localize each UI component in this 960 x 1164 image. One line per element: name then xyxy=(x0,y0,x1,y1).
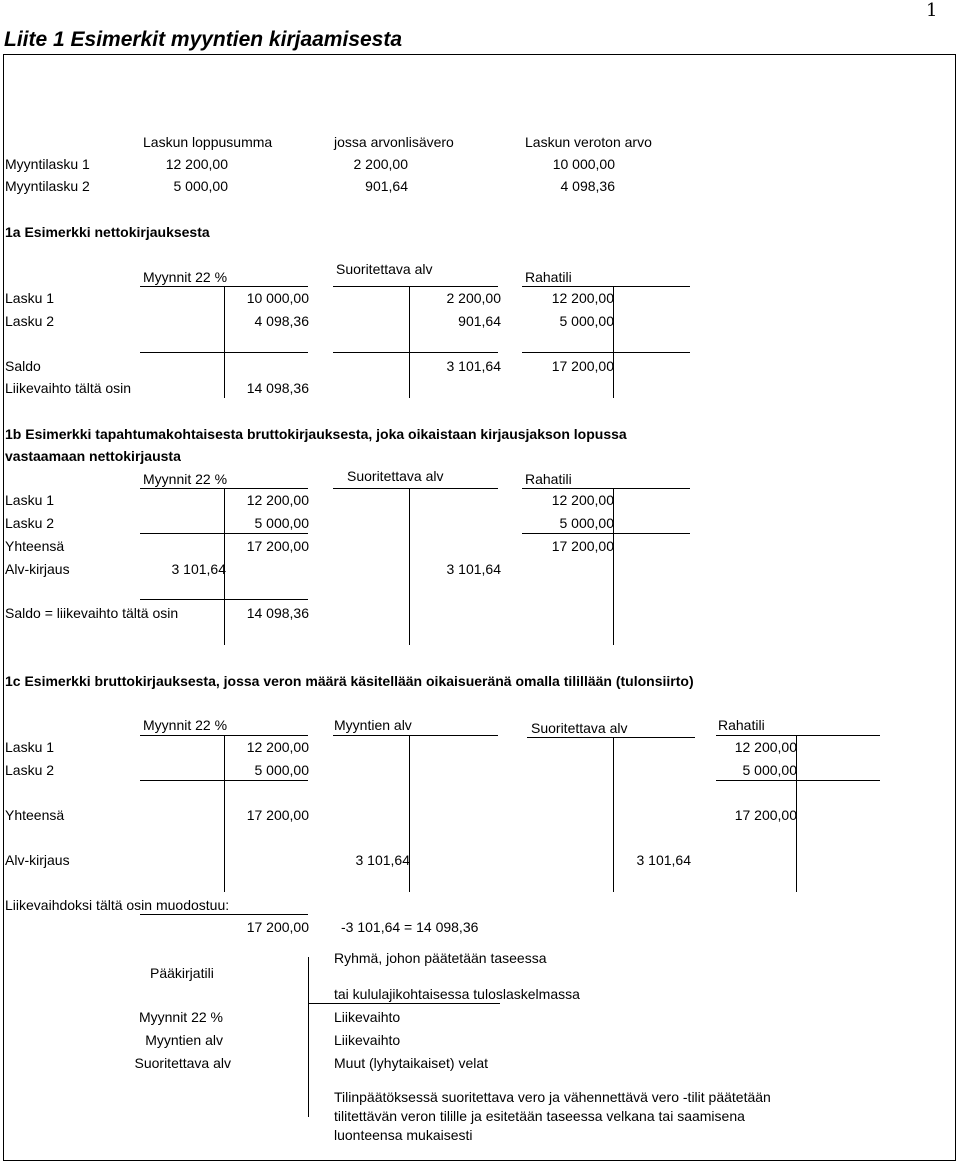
row-label: Saldo = liikevaihto tältä osin xyxy=(5,605,179,621)
row-label: Alv-kirjaus xyxy=(5,561,70,577)
row-label: Lasku 2 xyxy=(5,313,55,329)
mapping-header-group: Ryhmä, johon päätetään taseessa xyxy=(334,950,547,966)
mapping-group: Liikevaihto xyxy=(334,1032,401,1048)
invoice-cell: 12 200,00 xyxy=(165,156,228,172)
t-account-line xyxy=(333,488,498,489)
invoice-cell: 10 000,00 xyxy=(552,156,615,172)
invoice-header-total: Laskun loppusumma xyxy=(143,134,273,150)
t-account-line xyxy=(527,737,695,738)
amount: 17 200,00 xyxy=(734,807,797,823)
sum-line xyxy=(333,352,498,353)
section-heading-1c: 1c Esimerkki bruttokirjauksesta, jossa veron määrä käsitellään oikaisueränä omalla tilillään (tulonsiirto) xyxy=(5,673,694,689)
t-account-line xyxy=(333,286,498,287)
row-label: Yhteensä xyxy=(5,538,65,554)
note-text: luonteensa mukaisesti xyxy=(334,1127,473,1143)
t-account-title: Suoritettava alv xyxy=(347,468,444,484)
amount: 3 101,64 xyxy=(446,561,501,577)
amount: 12 200,00 xyxy=(551,290,614,306)
amount: 4 098,36 xyxy=(254,313,309,329)
t-account-title: Suoritettava alv xyxy=(531,720,628,736)
sum-line xyxy=(140,533,308,534)
invoice-cell: 901,64 xyxy=(365,178,408,194)
amount: 12 200,00 xyxy=(246,739,309,755)
document-title: Liite 1 Esimerkit myyntien kirjaamisesta xyxy=(4,28,403,51)
amount: 5 000,00 xyxy=(742,762,797,778)
amount: 17 200,00 xyxy=(246,919,309,935)
row-label: Alv-kirjaus xyxy=(5,852,70,868)
amount: 5 000,00 xyxy=(254,515,309,531)
invoice-header-vat: jossa arvonlisävero xyxy=(334,134,454,150)
row-label: Saldo xyxy=(5,358,41,374)
sum-line xyxy=(140,914,308,915)
row-label: Lasku 1 xyxy=(5,739,55,755)
amount: 17 200,00 xyxy=(246,538,309,554)
t-account-line xyxy=(522,286,690,287)
row-label: Lasku 1 xyxy=(5,492,55,508)
amount: 5 000,00 xyxy=(559,313,614,329)
section-heading-1b: 1b Esimerkki tapahtumakohtaisesta bruttokirjauksesta, joka oikaistaan kirjausjakson lopussa xyxy=(5,426,627,442)
amount: 17 200,00 xyxy=(551,538,614,554)
sum-line xyxy=(522,352,690,353)
sum-line xyxy=(140,352,308,353)
section-heading-1a: 1a Esimerkki nettokirjauksesta xyxy=(5,224,210,240)
amount: 5 000,00 xyxy=(559,515,614,531)
amount: 901,64 xyxy=(458,313,501,329)
amount: 17 200,00 xyxy=(246,807,309,823)
t-account-divider xyxy=(409,735,410,892)
amount: 2 200,00 xyxy=(446,290,501,306)
note-text: tilitettävän veron tilille ja esitetään taseessa velkana tai saamisena xyxy=(334,1108,745,1124)
amount: 3 101,64 xyxy=(636,852,691,868)
page-number: 1 xyxy=(926,0,938,21)
t-account-title: Rahatili xyxy=(525,269,572,285)
t-account-divider xyxy=(613,488,614,645)
mapping-group: Muut (lyhytaikaiset) velat xyxy=(334,1055,489,1071)
mapping-account: Suoritettava alv xyxy=(134,1055,231,1071)
amount: 17 200,00 xyxy=(551,358,614,374)
row-label: Yhteensä xyxy=(5,807,65,823)
amount: 10 000,00 xyxy=(246,290,309,306)
mapping-account: Myynnit 22 % xyxy=(138,1009,223,1025)
t-account-line xyxy=(333,735,498,736)
calculation: -3 101,64 = 14 098,36 xyxy=(341,919,479,935)
row-label: Lasku 2 xyxy=(5,762,55,778)
row-label: Lasku 1 xyxy=(5,290,55,306)
invoice-header-net: Laskun veroton arvo xyxy=(525,134,652,150)
sum-line xyxy=(140,599,308,600)
mapping-group: Liikevaihto xyxy=(334,1009,401,1025)
t-account-title: Rahatili xyxy=(718,717,765,733)
amount: 12 200,00 xyxy=(551,492,614,508)
mapping-header-line xyxy=(308,1003,500,1004)
row-label: Liikevaihdoksi tältä osin muodostuu: xyxy=(5,897,230,913)
amount: 3 101,64 xyxy=(171,561,226,577)
t-account-title: Myyntien alv xyxy=(334,717,412,733)
t-account-title: Rahatili xyxy=(525,471,572,487)
invoice-row-label: Myyntilasku 2 xyxy=(5,178,90,194)
t-account-title: Myynnit 22 % xyxy=(143,269,228,285)
amount: 5 000,00 xyxy=(254,762,309,778)
mapping-divider xyxy=(308,957,309,1117)
amount: 12 200,00 xyxy=(734,739,797,755)
mapping-header-group-cont: tai kululajikohtaisessa tuloslaskelmassa xyxy=(334,986,580,1002)
t-account-divider xyxy=(409,488,410,645)
amount: 14 098,36 xyxy=(246,380,309,396)
invoice-cell: 2 200,00 xyxy=(353,156,408,172)
t-account-title: Myynnit 22 % xyxy=(143,471,228,487)
section-heading-1b-cont: vastaamaan nettokirjausta xyxy=(5,448,181,464)
sum-line xyxy=(140,780,308,781)
amount: 3 101,64 xyxy=(446,358,501,374)
invoice-cell: 5 000,00 xyxy=(173,178,228,194)
t-account-line xyxy=(716,735,880,736)
sum-line xyxy=(522,533,690,534)
t-account-title: Myynnit 22 % xyxy=(143,717,228,733)
note-text: Tilinpäätöksessä suoritettava vero ja vähennettävä vero -tilit päätetään xyxy=(334,1089,771,1105)
amount: 3 101,64 xyxy=(355,852,410,868)
t-account-line xyxy=(522,488,690,489)
mapping-account: Myyntien alv xyxy=(145,1032,223,1048)
sum-line xyxy=(716,780,880,781)
invoice-row-label: Myyntilasku 1 xyxy=(5,156,90,172)
row-label: Liikevaihto tältä osin xyxy=(5,380,132,396)
mapping-header-account: Pääkirjatili xyxy=(150,965,214,981)
t-account-title: Suoritettava alv xyxy=(336,261,433,277)
invoice-cell: 4 098,36 xyxy=(560,178,615,194)
amount: 14 098,36 xyxy=(246,605,309,621)
amount: 12 200,00 xyxy=(246,492,309,508)
t-account-divider xyxy=(409,286,410,398)
row-label: Lasku 2 xyxy=(5,515,55,531)
t-account-divider xyxy=(613,737,614,892)
